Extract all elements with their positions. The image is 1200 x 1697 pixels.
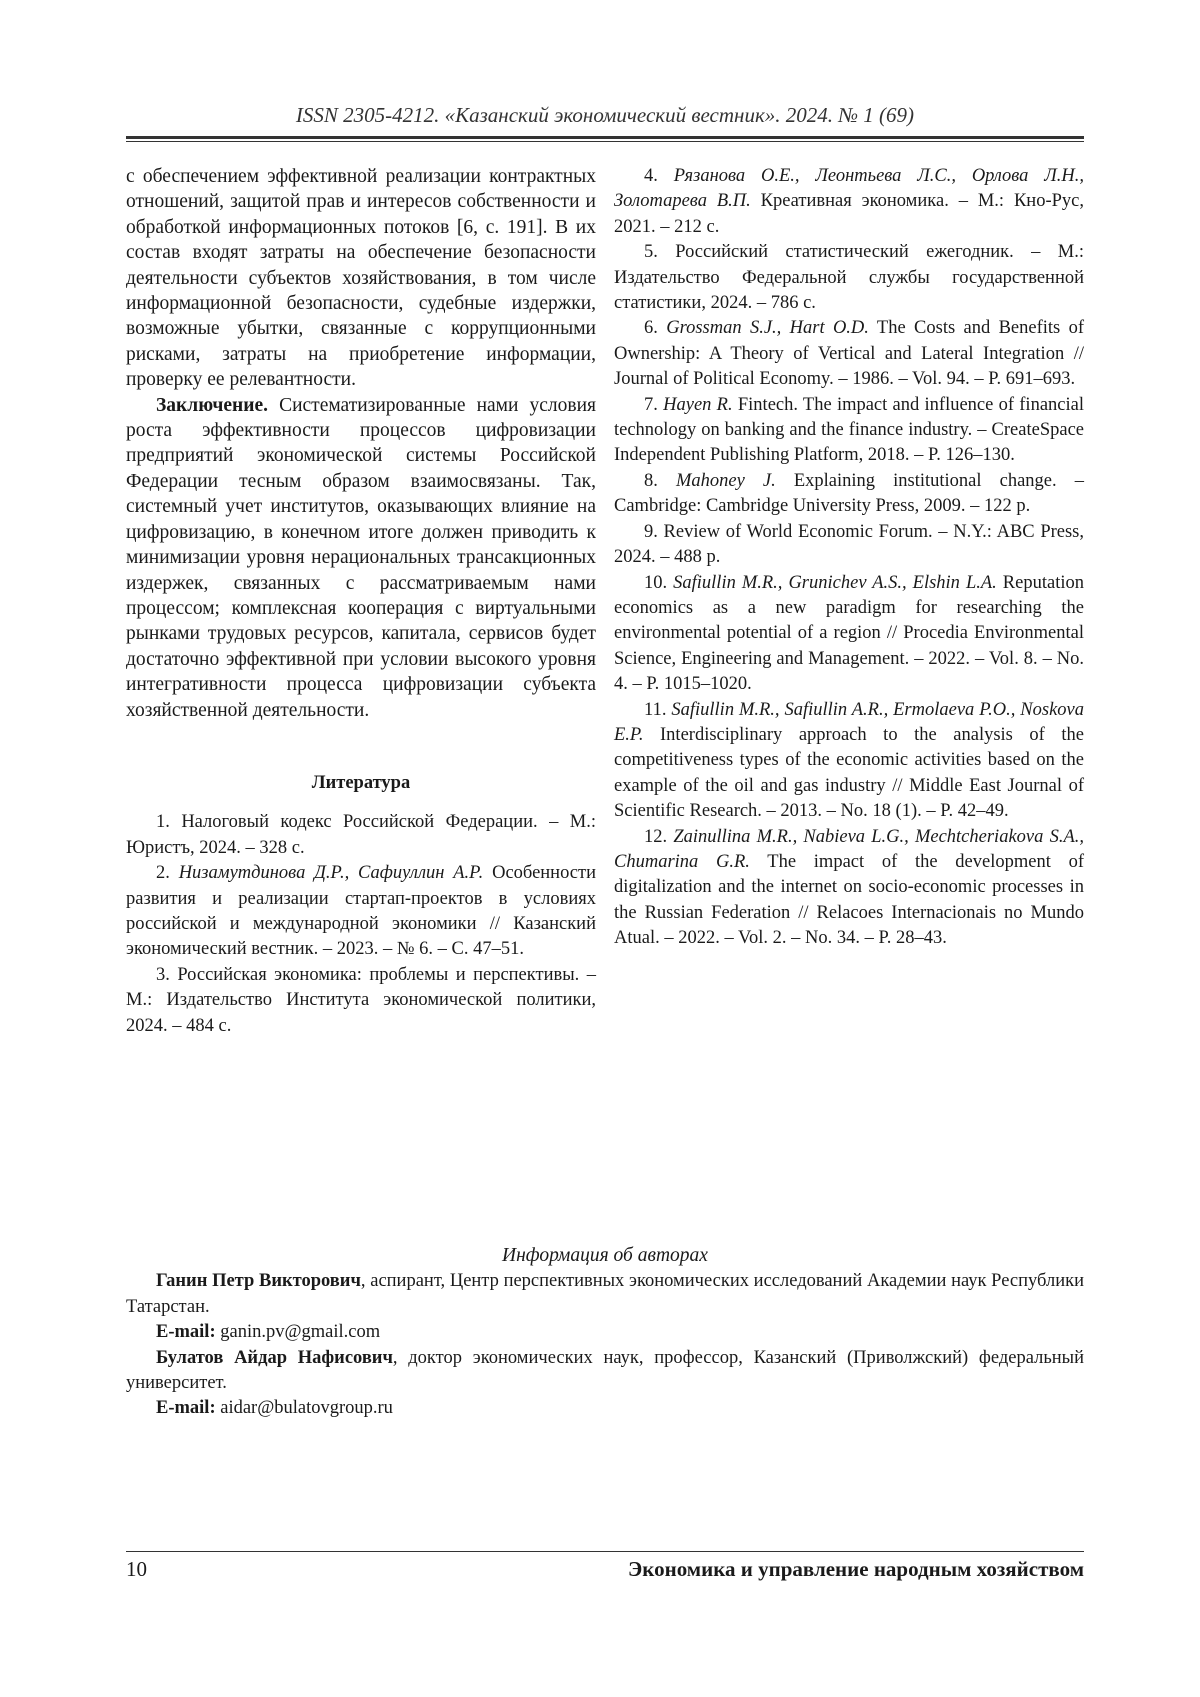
reference-item: 6. Grossman S.J., Hart O.D. The Costs and Benefits of Ownership: A Theory of Vertical and Lateral Integration // Journal of Political Economy. – 1986. – Vol. 94. – P. 691–693. [614, 318, 1084, 390]
author-name: Булатов Айдар Нафисович [156, 1347, 393, 1368]
author-email-line [126, 1396, 1084, 1421]
conclusion-label: Заключение. [156, 394, 269, 416]
journal-section-title: Экономика и управление народным хозяйством [628, 1557, 1084, 1581]
reference-item: 1. Налоговый кодекс Российской Федерации. – М.: Юристъ, 2024. – 328 с. [126, 812, 596, 858]
reference-item: 9. Review of World Economic Forum. – N.Y.: ABC Press, 2024. – 488 p. [614, 521, 1084, 568]
author-email: aidar@bulatovgroup.ru [215, 1398, 393, 1419]
header-rule-thick [126, 136, 1084, 139]
left-column [126, 164, 596, 1039]
author-entry [126, 1269, 1084, 1320]
reference-item: 12. Zainullina M.R., Nabieva L.G., Mechtcheriakova S.A., Chumarina G.R. The impact of the development of digitalization and the internet on socio-economic processes in the Russian Federation // Relacoes Internacionais no Mundo Atual. – 2022. – Vol. 2. – No. 34. – P. 28–43. [614, 826, 1084, 949]
right-column [614, 164, 1084, 952]
author-email: ganin.pv@gmail.com [215, 1322, 381, 1343]
author-entry [126, 1346, 1084, 1397]
conclusion-paragraph [126, 393, 596, 723]
author-description: , доктор экономических наук, профессор, Казанский (Приволжский) федеральный университет. [126, 1347, 1084, 1394]
conclusion-text: Систематизированные нами условия роста эффективности процессов цифровизации предприятий экономической системы Российской Федерации тесным образом взаимосвязаны. Так, системный учет институтов, оказывающих влияние на цифровизацию, в конечном итоге должен приводить к минимизации уровня нерациональных трансакционных издержек, связанных с рассматриваемым нами процессом; комплексная кооперация с виртуальными рынками трудовых ресурсов, капитала, сервисов будет достаточно эффективной при условии высокого уровня интегративности процесса цифровизации субъекта хозяйственной деятельности. [126, 394, 596, 721]
reference-item: 4. Рязанова О.Е., Леонтьева Л.С., Орлова Л.Н., Золотарева В.П. Креативная экономика. – М.: Кно-Рус, 2021. – 212 с. [614, 166, 1084, 237]
email-label: E-mail: [156, 1322, 216, 1343]
footer-rule [126, 1551, 1084, 1552]
page-number: 10 [126, 1557, 147, 1581]
author-name: Ганин Петр Викторович [156, 1271, 361, 1292]
authors-heading: Информация об авторах [502, 1245, 708, 1266]
reference-item: 3. Российская экономика: проблемы и перспективы. – М.: Издательство Института экономической политики, 2024. – 484 с. [126, 964, 596, 1036]
literature-heading: Литература [311, 772, 411, 793]
reference-item: 5. Российский статистический ежегодник. – М.: Издательство Федеральной службы государственной статистики, 2024. – 786 с. [614, 242, 1084, 314]
running-head: ISSN 2305-4212. «Казанский экономический вестник». 2024. № 1 (69) [295, 103, 915, 127]
reference-item: 8. Mahoney J. Explaining institutional change. – Cambridge: Cambridge University Press, 2009. – 122 p. [614, 470, 1084, 517]
reference-item: 10. Safiullin M.R., Grunichev A.S., Elshin L.A. Reputation economics as a new paradigm for researching the environmental potential of a region // Procedia Environmental Science, Engineering and Management. – 2022. – Vol. 8. – No. 4. – P. 1015–1020. [614, 572, 1084, 695]
author-email-line [126, 1320, 1084, 1345]
body-paragraph: с обеспечением эффективной реализации контрактных отношений, защитой прав и интересов собственности и обработкой информационных потоков [6, с. 191]. В их состав входят затраты на обеспечение безопасности деятельности субъектов хозяйствования, в том числе информационной безопасности, судебные издержки, возможные убытки, связанные с коррупционными рисками, затраты на приобретение информации, проверку ее релевантности. [126, 166, 596, 391]
reference-item: 7. Hayen R. Fintech. The impact and influence of financial technology on banking and the finance industry. – CreateSpace Independent Publishing Platform, 2018. – P. 126–130. [614, 394, 1084, 466]
author-description: , аспирант, Центр перспективных экономических исследований Академии наук Республики Татарстан. [126, 1271, 1084, 1317]
reference-item: 2. Низамутдинова Д.Р., Сафиуллин А.Р. Особенности развития и реализации стартап-проектов в условиях российской и международной экономики // Казанский экономический вестник. – 2023. – № 6. – С. 47–51. [126, 863, 596, 960]
email-label: E-mail: [156, 1398, 216, 1419]
authors-info [126, 1243, 1084, 1422]
reference-item: 11. Safiullin M.R., Safiullin A.R., Ermolaeva P.O., Noskova E.P. Interdisciplinary approach to the analysis of the competitiveness types of the economic activities based on the example of the oil and gas industry // Middle East Journal of Scientific Research. – 2013. – No. 18 (1). – P. 42–49. [614, 699, 1084, 822]
header-rule-thin [126, 141, 1084, 142]
